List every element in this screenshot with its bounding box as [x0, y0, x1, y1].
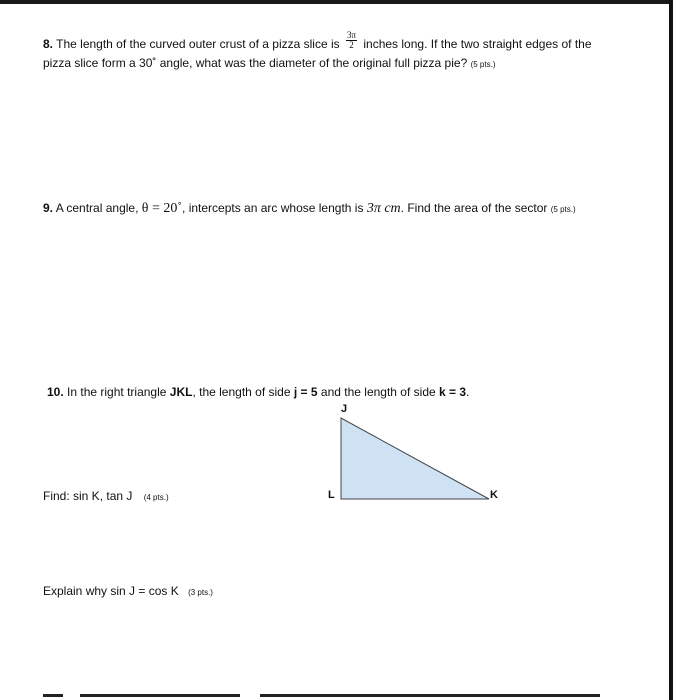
- fraction-denominator: 2: [349, 40, 354, 51]
- question-8-angle: 30˚: [139, 56, 157, 71]
- cropped-text-fragment: [43, 694, 63, 697]
- top-border: [0, 0, 673, 4]
- explain-prompt: [43, 582, 213, 602]
- find-label: Find: sin K, tan J: [43, 489, 133, 503]
- question-9-text-c: . Find the area of the sector: [400, 201, 548, 215]
- right-border: [669, 0, 673, 700]
- triangle-shape: [341, 418, 489, 499]
- cropped-text-fragment: [260, 694, 600, 697]
- vertex-l-label: L: [328, 489, 335, 501]
- question-9-text-a: A central angle,: [55, 201, 139, 215]
- question-8-points: (5 pts.): [470, 60, 496, 70]
- explain-points: (3 pts.): [188, 588, 213, 597]
- question-10-side-j: j = 5: [293, 385, 318, 399]
- question-8-text-b: inches long. If the two straight edges of the: [363, 37, 592, 51]
- question-10-number: 10.: [47, 385, 64, 399]
- question-9-theta: θ = 20˚: [141, 201, 183, 216]
- question-10-triangle-name: JKL: [169, 385, 193, 399]
- find-points: (4 pts.): [143, 493, 169, 502]
- vertex-j-label: J: [341, 403, 348, 415]
- question-9-arc: 3π cm: [366, 201, 401, 216]
- question-9-text-b: , intercepts an arc whose length is: [182, 201, 364, 215]
- explain-label: Explain why sin J = cos K: [43, 584, 179, 598]
- question-10-side-k: k = 3: [439, 385, 467, 399]
- question-10-text-b: , the length of side: [192, 385, 291, 399]
- fraction-numerator: 3π: [346, 30, 357, 41]
- question-10-text-a: In the right triangle: [67, 385, 167, 399]
- right-triangle-jkl: [336, 414, 496, 504]
- question-8-text-a: The length of the curved outer crust of a pizza slice is: [56, 37, 340, 51]
- question-8-text-c: pizza slice form a: [43, 56, 136, 71]
- question-8-number: 8.: [43, 37, 54, 51]
- find-prompt: [43, 487, 169, 507]
- question-10: [47, 383, 647, 402]
- question-8: [43, 30, 643, 74]
- question-9-number: 9.: [43, 201, 54, 215]
- question-10-text-c: and the length of side: [320, 385, 436, 399]
- question-9-points: (5 pts.): [550, 205, 576, 214]
- vertex-k-label: K: [490, 489, 498, 501]
- question-9: [43, 199, 643, 219]
- question-10-text-d: .: [466, 385, 470, 399]
- question-8-fraction: [346, 31, 357, 50]
- cropped-text-fragment: [80, 694, 240, 697]
- question-8-text-d: angle, what was the diameter of the original full pizza pie?: [159, 56, 468, 71]
